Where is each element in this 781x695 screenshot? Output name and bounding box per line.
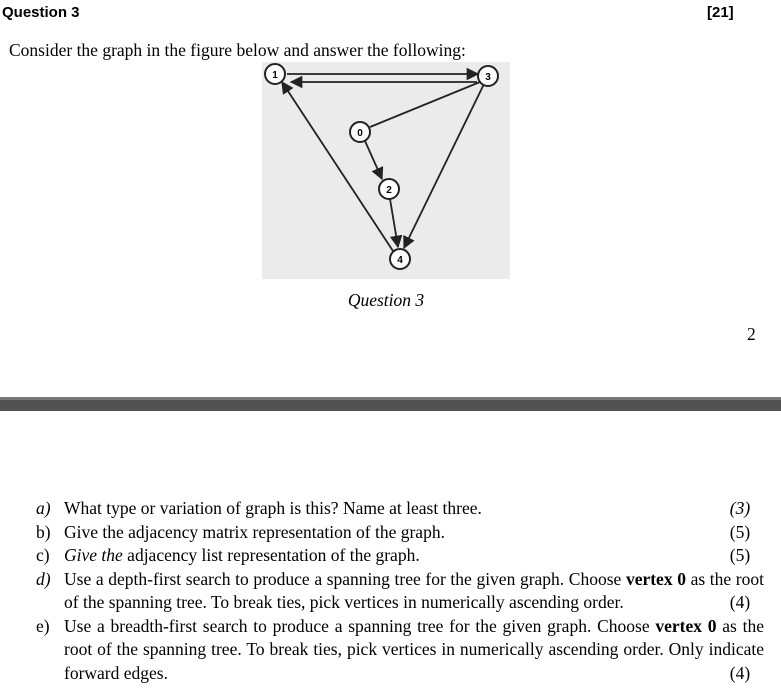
item-text: What type or variation of graph is this? Name at least three. xyxy=(64,498,482,518)
node-1 xyxy=(265,64,285,84)
list-item-d xyxy=(36,568,764,615)
node-4 xyxy=(390,249,410,269)
question-header xyxy=(0,4,781,24)
node-2 xyxy=(379,179,399,199)
edge-0-2 xyxy=(365,141,382,179)
item-text-bold: vertex 0 xyxy=(625,568,686,589)
page-number: 2 xyxy=(747,324,756,344)
item-text-wrap xyxy=(64,544,420,568)
edge-3-0 xyxy=(370,82,480,127)
page-break-bar xyxy=(0,397,781,411)
item-marks: (4) xyxy=(729,592,751,612)
item-text: Give the adjacency matrix representation of the graph. xyxy=(64,521,445,542)
list-item-c xyxy=(36,544,764,568)
item-text-italic: Give the xyxy=(64,545,123,565)
edge-2-4 xyxy=(390,199,398,247)
item-body xyxy=(64,615,764,686)
list-item-e xyxy=(36,615,764,686)
item-marks: (4) xyxy=(729,662,751,683)
item-text-a: Use a depth-first search to produce a spanning tree for the given graph. Choose xyxy=(64,568,626,589)
svg-text:3: 3 xyxy=(485,72,491,83)
figure-caption: Question 3 xyxy=(347,290,425,310)
item-text-a: Use a breadth-first search to produce a spanning tree for the given graph. Choose xyxy=(64,615,656,636)
list-item-a xyxy=(36,497,764,521)
item-text-b: as the root of the spanning tree. To break ties, pick vertices in numerically ascending order. xyxy=(64,568,764,612)
svg-text:1: 1 xyxy=(272,70,278,81)
svg-text:0: 0 xyxy=(357,128,363,139)
item-label: e) xyxy=(36,615,50,636)
question-intro: Consider the graph in the figure below and answer the following: xyxy=(9,40,466,60)
question-marks: [21] xyxy=(707,4,734,21)
list-item-b xyxy=(36,521,764,545)
item-label: d) xyxy=(36,568,51,589)
item-text-bold: vertex 0 xyxy=(655,615,717,636)
item-label: a) xyxy=(36,498,51,518)
item-marks: (3) xyxy=(729,498,751,518)
svg-text:2: 2 xyxy=(386,185,392,196)
node-3 xyxy=(478,66,498,86)
svg-text:4: 4 xyxy=(397,255,403,266)
item-marks: (5) xyxy=(729,545,751,565)
item-text: adjacency list representation of the graph. xyxy=(122,545,420,565)
item-body xyxy=(64,568,764,615)
question-title: Question 3 xyxy=(2,4,80,21)
item-marks: (5) xyxy=(729,521,751,542)
item-label: b) xyxy=(36,521,51,542)
item-text-b: as the root of the spanning tree. To break ties, pick vertices in numerically ascending order. Only indicate forward edges. xyxy=(64,615,764,683)
question-items xyxy=(36,497,764,685)
node-0 xyxy=(350,122,370,142)
graph-figure xyxy=(262,62,510,279)
graph-diagram xyxy=(262,62,510,279)
item-label: c) xyxy=(36,545,50,565)
